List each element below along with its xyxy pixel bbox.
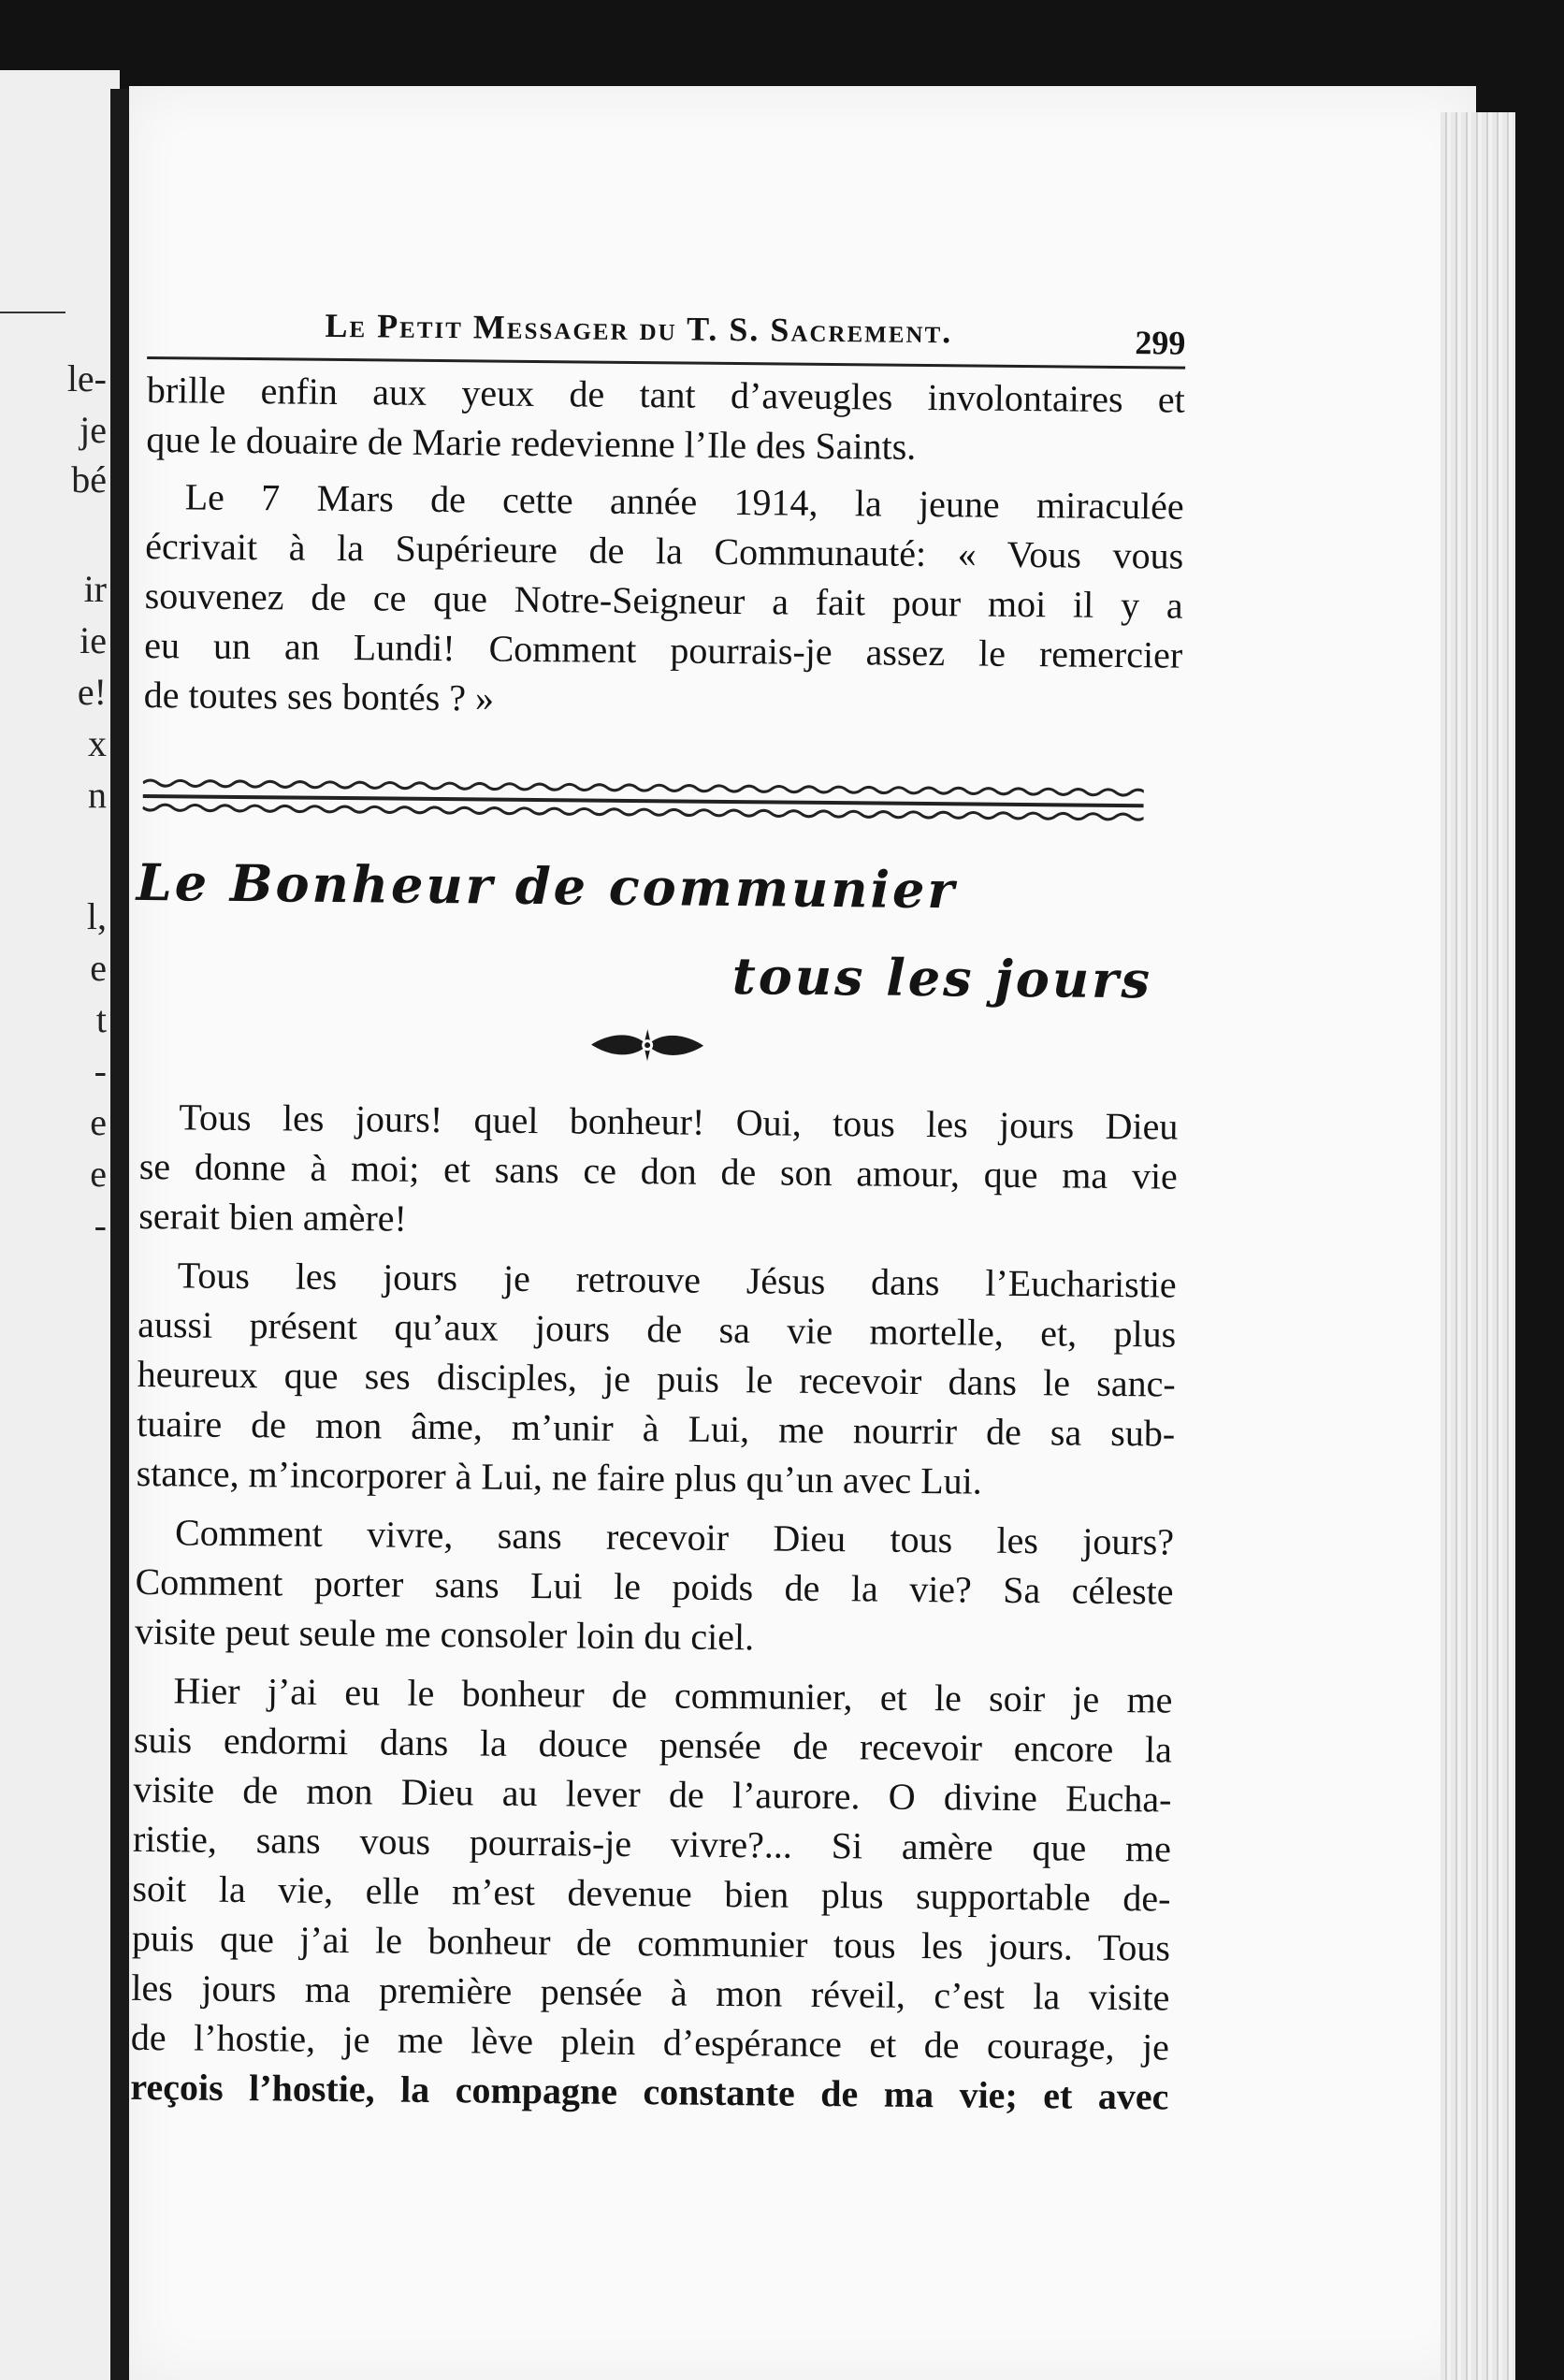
text-line: ristie, sans vous pourrais-je vivre?... Si amère que me <box>132 1817 1172 1870</box>
fleuron-ornament <box>582 1021 713 1068</box>
text-line: aussi présent qu’aux jours de sa vie mortelle, et, plus <box>138 1302 1177 1356</box>
text-line: Tous les jours! quel bonheur! Oui, tous les jours Dieu <box>179 1096 1179 1148</box>
text-line: serait bien amère! <box>138 1194 408 1240</box>
facing-page-fragment: ie <box>80 619 107 661</box>
section-title: Le Bonheur de communier <box>136 851 958 921</box>
wavy-rule-ornament <box>142 774 1143 826</box>
paragraph <box>146 365 1185 474</box>
facing-page-fragment: - <box>94 1204 107 1246</box>
text-line: Comment vivre, sans recevoir Dieu tous les jours? <box>174 1511 1175 1563</box>
paragraph <box>136 1250 1176 1508</box>
text-line: tuaire de mon âme, m’unir à Lui, me nourrir de sa sub- <box>137 1401 1176 1455</box>
section-title-continued: tous les jours <box>731 946 1153 1010</box>
intro-text <box>143 365 1185 730</box>
text-line: visite peut seule me consoler loin du ciel. <box>134 1609 755 1659</box>
text-line: heureux que ses disciples, je puis le recevoir dans le sanc- <box>137 1352 1176 1405</box>
facing-page-fragment: bé <box>71 458 107 501</box>
text-line: Hier j’ai eu le bonheur de communier, et le soir je me <box>173 1669 1173 1721</box>
text-line: souvenez de ce que Notre-Seigneur a fait pour moi il y a <box>144 573 1183 627</box>
text-line: brille enfin aux yeux de tant d’aveugles involontaires et <box>146 368 1185 421</box>
article-body <box>130 1092 1178 2122</box>
facing-page-fragment: n <box>88 774 107 816</box>
running-title: Le Petit Messager du T. S. Sacrement. <box>325 306 953 351</box>
text-line: Tous les jours je retrouve Jésus dans l’Eucharistie <box>177 1254 1177 1306</box>
paragraph <box>130 1665 1173 2122</box>
text-line: de toutes ses bontés ? » <box>143 673 495 719</box>
facing-page-fragment: l, <box>86 895 107 937</box>
text-line: reçois l’hostie, la compagne constante de ma vie; et avec <box>130 2065 1169 2118</box>
page-number: 299 <box>1135 324 1186 362</box>
facing-page-fragment: e! <box>77 671 107 713</box>
running-header <box>147 276 1186 370</box>
text-line: stance, m’incorporer à Lui, ne faire plus qu’un avec Lui. <box>136 1451 982 1502</box>
paragraph <box>138 1092 1178 1251</box>
page-content <box>130 276 1186 2122</box>
text-line: suis endormi dans la douce pensée de recevoir encore la <box>133 1718 1173 1771</box>
facing-page-fragment: e <box>90 947 107 989</box>
facing-page-fragment: e <box>90 1101 107 1143</box>
text-line: soit la vie, elle m’est devenue bien plus supportable de- <box>132 1866 1171 1920</box>
text-line: se donne à moi; et sans ce don de son amour, que ma vie <box>138 1144 1179 1197</box>
facing-page-fragment: t <box>95 998 107 1040</box>
text-line: les jours ma première pensée à mon réveil, c’est la visite <box>131 1966 1170 2019</box>
facing-page <box>0 70 120 2380</box>
facing-page-fragment: ir <box>83 568 107 610</box>
facing-page-rule <box>0 312 65 313</box>
text-line: puis que j’ai le bonheur de communier tous les jours. Tous <box>131 1916 1171 1969</box>
text-line: visite de mon Dieu au lever de l’aurore. O divine Eucha- <box>133 1767 1172 1821</box>
facing-page-fragment: e <box>90 1153 107 1195</box>
page-edges <box>1441 112 1515 2380</box>
text-line: Comment porter sans Lui le poids de la vie? Sa céleste <box>135 1560 1174 1613</box>
paragraph <box>135 1507 1174 1666</box>
text-line: que le douaire de Marie redevienne l’Ile des Saints. <box>146 417 917 468</box>
book-spine <box>110 89 131 2380</box>
text-line: Le 7 Mars de cette année 1914, la jeune miraculée <box>184 475 1184 528</box>
text-line: écrivait à la Supérieure de la Communauté: « Vous vous <box>145 524 1184 577</box>
text-line: eu un an Lundi! Comment pourrais-je assez le remercier <box>143 623 1183 676</box>
facing-page-fragment: - <box>94 1050 107 1092</box>
facing-page-fragment: le- <box>66 357 107 399</box>
text-line: de l’hostie, je me lève plein d’espérance et de courage, je <box>130 2015 1170 2068</box>
facing-page-fragment: je <box>80 409 107 451</box>
paragraph <box>143 472 1183 730</box>
facing-page-fragment: x <box>88 722 107 764</box>
